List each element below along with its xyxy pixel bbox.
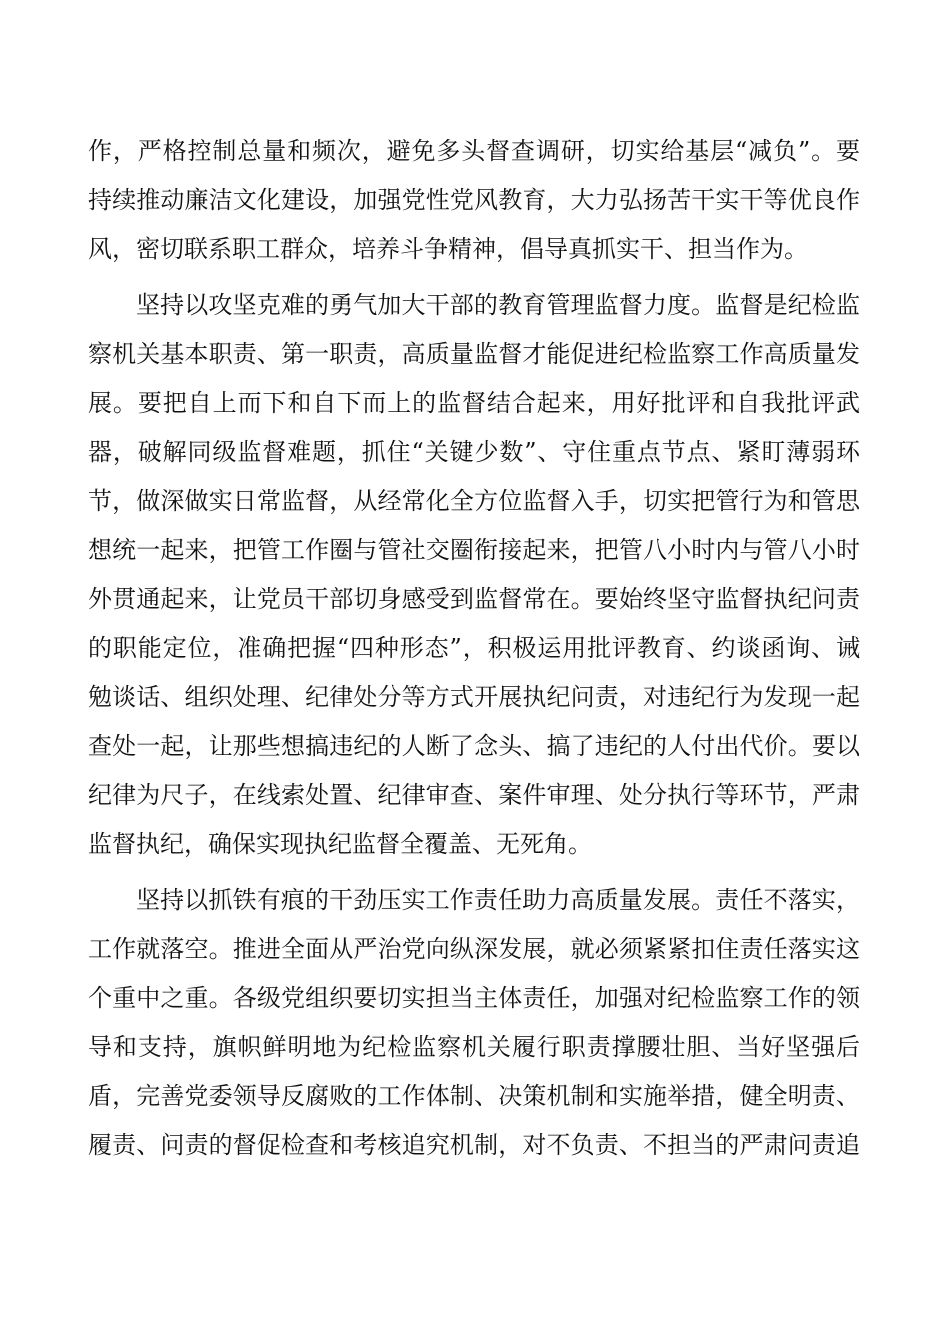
- paragraph-3-line-5: 盾，完善党委领导反腐败的工作体制、决策机制和实施举措，健全明责、: [88, 1082, 860, 1110]
- paragraph-1-line-1: 作，严格控制总量和频次，避免多头督查调研，切实给基层“减负”。要: [88, 137, 860, 165]
- paragraph-2-line-3: 展。要把自上而下和自下而上的监督结合起来，用好批评和自我批评武: [88, 389, 860, 417]
- paragraph-3-line-2: 工作就落空。推进全面从严治党向纵深发展，就必须紧紧扣住责任落实这: [88, 935, 860, 963]
- paragraph-1-line-2: 持续推动廉洁文化建设，加强党性党风教育，大力弘扬苦干实干等优良作: [88, 186, 860, 214]
- paragraph-3-line-1: 坚持以抓铁有痕的干劲压实工作责任助力高质量发展。责任不落实，: [136, 886, 860, 914]
- paragraph-3-line-6: 履责、问责的督促检查和考核追究机制，对不负责、不担当的严肃问责追: [88, 1131, 860, 1159]
- paragraph-2-line-2: 察机关基本职责、第一职责，高质量监督才能促进纪检监察工作高质量发: [88, 340, 860, 368]
- paragraph-2-line-11: 纪律为尺子，在线索处置、纪律审查、案件审理、处分执行等环节，严肃: [88, 781, 860, 809]
- paragraph-3-line-3: 个重中之重。各级党组织要切实担当主体责任，加强对纪检监察工作的领: [88, 984, 860, 1012]
- paragraph-2-line-6: 想统一起来，把管工作圈与管社交圈衔接起来，把管八小时内与管八小时: [88, 536, 860, 564]
- paragraph-1-line-3: 风，密切联系职工群众，培养斗争精神，倡导真抓实干、担当作为。: [88, 235, 808, 263]
- paragraph-2-line-9: 勉谈话、组织处理、纪律处分等方式开展执纪问责，对违纪行为发现一起: [88, 683, 860, 711]
- paragraph-2-line-1: 坚持以攻坚克难的勇气加大干部的教育管理监督力度。监督是纪检监: [136, 291, 860, 319]
- paragraph-2-line-7: 外贯通起来，让党员干部切身感受到监督常在。要始终坚守监督执纪问责: [88, 585, 860, 613]
- paragraph-2-line-5: 节，做深做实日常监督，从经常化全方位监督入手，切实把管行为和管思: [88, 487, 860, 515]
- paragraph-2-line-12: 监督执纪，确保实现执纪监督全覆盖、无死角。: [88, 830, 592, 858]
- paragraph-2-line-10: 查处一起，让那些想搞违纪的人断了念头、搞了违纪的人付出代价。要以: [88, 732, 860, 760]
- paragraph-2-line-4: 器，破解同级监督难题，抓住“关键少数”、守住重点节点、紧盯薄弱环: [88, 438, 860, 466]
- paragraph-3-line-4: 导和支持，旗帜鲜明地为纪检监察机关履行职责撑腰壮胆、当好坚强后: [88, 1033, 860, 1061]
- paragraph-2-line-8: 的职能定位，准确把握“四种形态”，积极运用批评教育、约谈函询、诫: [88, 634, 860, 662]
